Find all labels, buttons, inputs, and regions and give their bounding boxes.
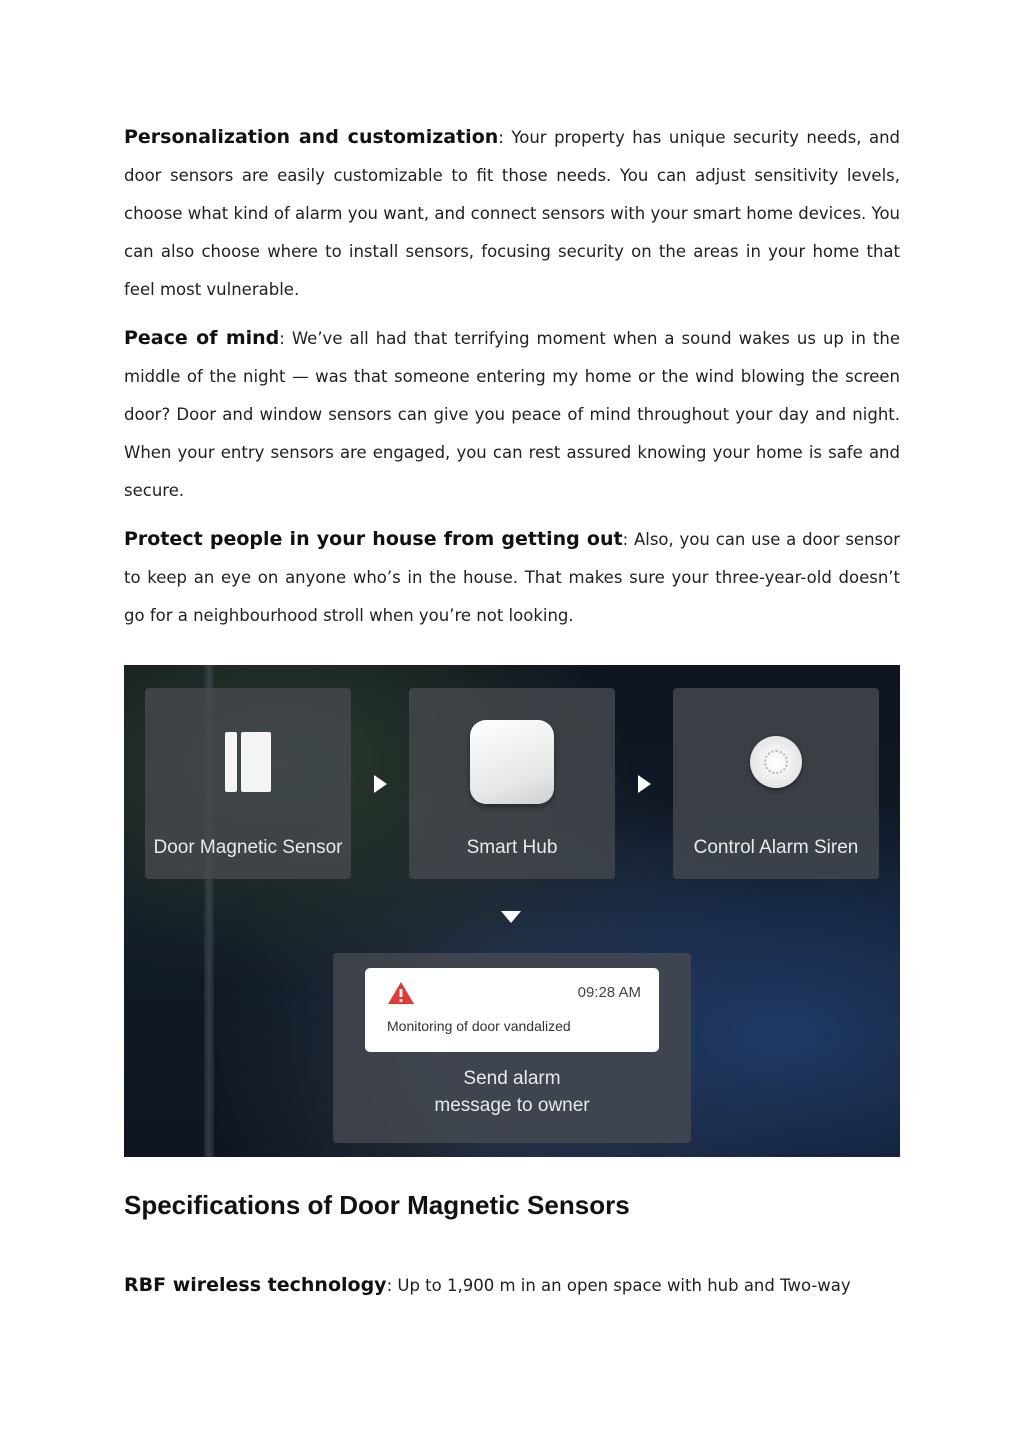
arrow-right-icon (638, 775, 651, 793)
paragraph-text: : Up to 1,900 m in an open space with hub and Two-way (386, 1276, 851, 1295)
paragraph-heading: RBF wireless technology (124, 1274, 387, 1296)
paragraph-heading: Peace of mind (124, 327, 280, 349)
arrow-right-icon (374, 775, 387, 793)
article-body (124, 118, 900, 645)
section-title: Specifications of Door Magnetic Sensors (124, 1190, 630, 1220)
paragraph-heading: Personalization and customization (124, 126, 499, 148)
sensor-workflow-figure (124, 665, 900, 1157)
paragraph-text: : We’ve all had that terrifying moment when a sound wakes us up in the middle of the night — was that someone entering my home or the wind blowing the screen door? Door and window sensors can give you peace of mind throughout your day and night. When your entry sensors are engaged, you can rest assured knowing your home is safe and secure. (124, 329, 900, 500)
card-door-magnetic-sensor (145, 688, 351, 879)
paragraph-personalization (124, 118, 900, 309)
card-label: Smart Hub (466, 837, 558, 858)
door-sensor-icon (225, 732, 271, 792)
card-smart-hub (409, 688, 615, 879)
alert-label-line: Send alarm (463, 1068, 561, 1089)
alert-label-line: message to owner (434, 1095, 590, 1116)
card-control-alarm-siren (673, 688, 879, 879)
notification-card (365, 968, 659, 1052)
card-label: Door Magnetic Sensor (153, 837, 343, 858)
paragraph-protect-people (124, 520, 900, 635)
arrow-down-icon (501, 911, 521, 923)
notification-time: 09:28 AM (577, 984, 641, 1001)
alert-panel (333, 953, 691, 1143)
paragraph-peace-of-mind (124, 319, 900, 510)
paragraph-rbf-wireless (124, 1266, 900, 1305)
paragraph-text: : Also, you can use a door sensor to keep an eye on anyone who’s in the house. That makes sure your three-year-old doesn’t go for a neighbourhood stroll when you’re not looking. (124, 530, 901, 625)
hub-icon (470, 720, 554, 804)
siren-icon (750, 736, 802, 788)
alert-label (333, 1065, 691, 1119)
warning-icon (387, 981, 415, 1005)
paragraph-text: : Your property has unique security needs, and door sensors are easily customizable to fit those needs. You can adjust sensitivity levels, choose what kind of alarm you want, and connect sensors with your smart home devices. You can also choose where to install sensors, focusing security on the areas in your home that feel most vulnerable. (124, 128, 901, 299)
paragraph-heading: Protect people in your house from getting out (124, 528, 623, 550)
card-label: Control Alarm Siren (693, 837, 859, 858)
notification-message: Monitoring of door vandalized (387, 1018, 571, 1034)
